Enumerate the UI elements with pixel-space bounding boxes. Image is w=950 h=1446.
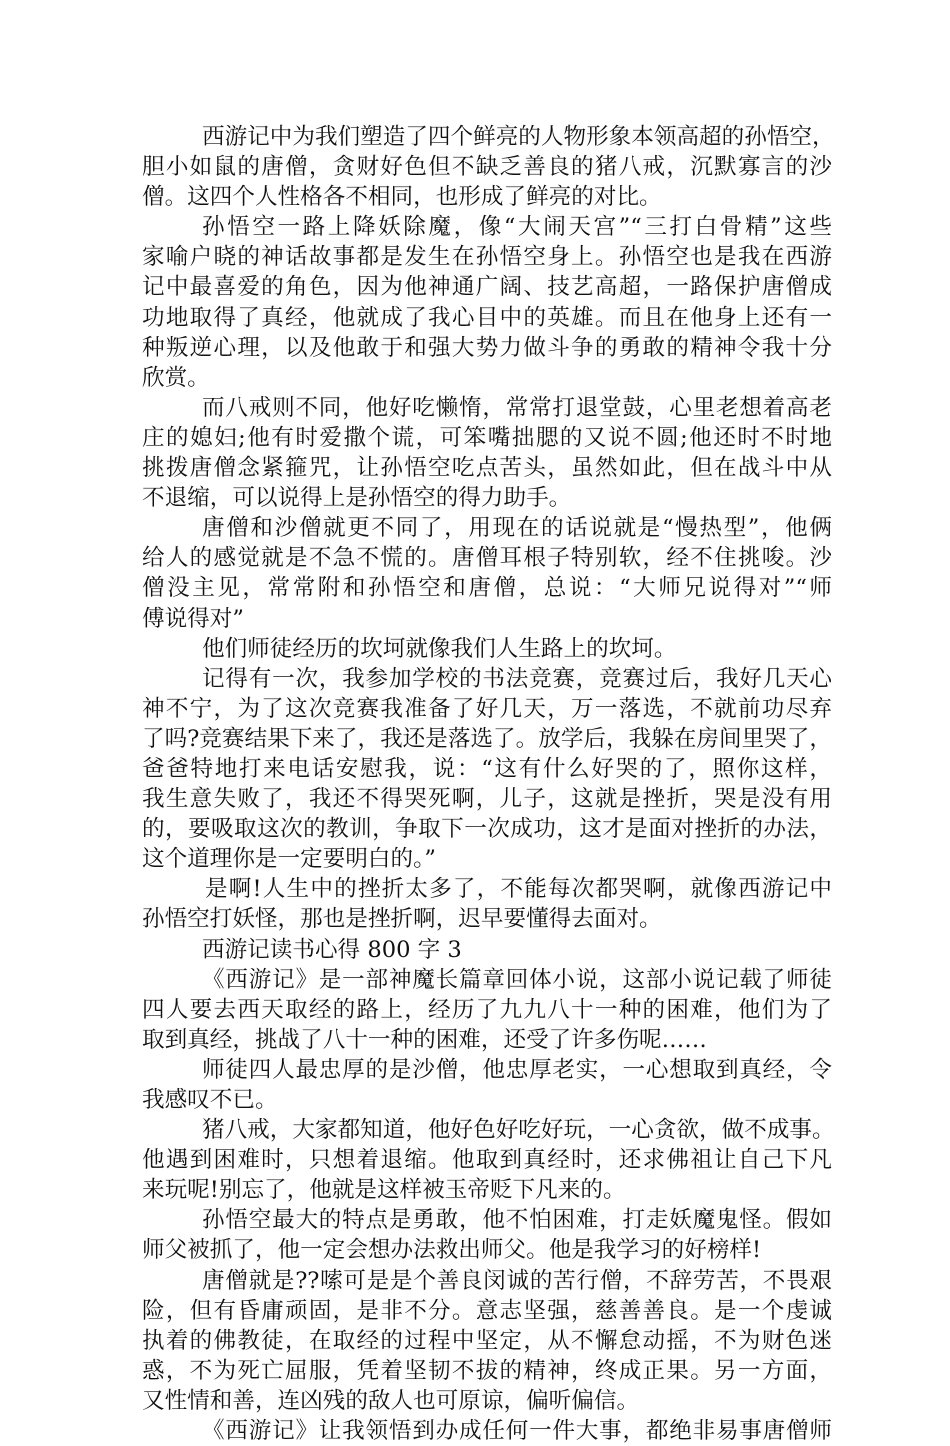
text-line: 胆小如鼠的唐僧，贪财好色但不缺乏善良的猪八戒，沉默寡言的沙 <box>142 154 832 181</box>
text-line: 西游记中为我们塑造了四个鲜亮的人物形象本领高超的孙悟空， <box>202 124 835 150</box>
text-line: 种叛逆心理，以及他敢于和强大势力做斗争的勇敢的精神令我十分 <box>142 334 832 361</box>
text-line: 庄的媳妇;他有时爱撒个谎，可笨嘴拙腮的又说不圆;他还时不时地 <box>142 424 832 451</box>
text-line: 功地取得了真经，他就成了我心目中的英雄。而且在他身上还有一 <box>142 304 832 331</box>
text-line: 我感叹不已。 <box>142 1087 278 1113</box>
text-line: 欣赏。 <box>142 364 210 391</box>
text-line: 是啊!人生中的挫折太多了，不能每次都哭啊，就像西游记中 <box>205 876 832 903</box>
text-line: 而八戒则不同，他好吃懒惰，常常打退堂鼓，心里老想着高老 <box>202 394 832 421</box>
text-line: 我生意失败了，我还不得哭死啊，儿子，这就是挫折，哭是没有用 <box>142 786 832 813</box>
text-line: 取到真经，挑战了八十一种的困难，还受了许多伤呢…… <box>142 1026 707 1053</box>
text-line: 的，要吸取这次的教训，争取下一次成功，这才是面对挫折的办法， <box>142 816 832 843</box>
text-line: 唐僧和沙僧就更不同了，用现在的话说就是“慢热型”，他俩 <box>202 515 832 542</box>
text-line: 来玩呢!别忘了，他就是这样被玉帝贬下凡来的。 <box>142 1177 626 1204</box>
text-line: 这个道理你是一定要明白的。” <box>142 846 436 873</box>
text-line: 师父被抓了，他一定会想办法救出师父。他是我学习的好榜样! <box>142 1237 762 1264</box>
text-line: 不退缩，可以说得上是孙悟空的得力助手。 <box>142 485 572 512</box>
text-line: 了吗?竞赛结果下来了，我还是落选了。放学后，我躲在房间里哭了， <box>142 725 832 752</box>
document-body <box>142 122 835 1446</box>
text-line: 记中最喜爱的角色，因为他神通广阔、技艺高超，一路保护唐僧成 <box>142 274 832 301</box>
text-line: 僧没主见，常常附和孙悟空和唐僧，总说：“大师兄说得对”“师 <box>142 575 832 602</box>
text-line: 猪八戒，大家都知道，他好色好吃好玩，一心贪欲，做不成事。 <box>202 1117 835 1144</box>
text-line: 西游记读书心得 800 字 3 <box>202 936 462 963</box>
text-line: 又性情和善，连凶残的敌人也可原谅，偏听偏信。 <box>142 1387 640 1414</box>
text-line: 爸爸特地打来电话安慰我，说：“这有什么好哭的了，照你这样， <box>142 755 832 782</box>
text-line: 惑，不为死亡屈服，凭着坚韧不拔的精神，终成正果。另一方面， <box>142 1357 832 1384</box>
text-line: 他遇到困难时，只想着退缩。他取到真经时，还求佛祖让自己下凡 <box>142 1147 832 1174</box>
text-line: 执着的佛教徒，在取经的过程中坚定，从不懈怠动摇，不为财色迷 <box>142 1327 832 1354</box>
text-line: 险，但有昏庸顽固，是非不分。意志坚强，慈善善良。是一个虔诚 <box>142 1297 832 1324</box>
text-line: 《西游记》让我领悟到办成任何一件大事，都绝非易事唐僧师 <box>202 1418 832 1445</box>
text-line: 他们师徒经历的坎坷就像我们人生路上的坎坷。 <box>202 635 677 662</box>
text-line: 四人要去西天取经的路上，经历了九九八十一种的困难，他们为了 <box>142 996 832 1023</box>
text-line: 给人的感觉就是不急不慌的。唐僧耳根子特别软，经不住挑唆。沙 <box>142 545 832 572</box>
text-line: 孙悟空一路上降妖除魔，像“大闹天宫”“三打白骨精”这些 <box>202 214 832 241</box>
text-line: 孙悟空最大的特点是勇敢，他不怕困难，打走妖魔鬼怪。假如 <box>202 1207 832 1234</box>
text-line: 《西游记》是一部神魔长篇章回体小说，这部小说记载了师徒 <box>202 966 832 993</box>
text-line: 孙悟空打妖怪，那也是挫折啊，迟早要懂得去面对。 <box>142 906 662 933</box>
text-line: 僧。这四个人性格各不相同，也形成了鲜亮的对比。 <box>142 184 662 211</box>
text-line: 记得有一次，我参加学校的书法竞赛，竞赛过后，我好几天心 <box>202 665 832 692</box>
text-line: 师徒四人最忠厚的是沙僧，他忠厚老实，一心想取到真经，令 <box>202 1056 832 1083</box>
text-line: 唐僧就是??嗦可是是个善良闵诚的苦行僧，不辞劳苦，不畏艰 <box>202 1267 832 1294</box>
text-line: 挑拨唐僧念紧箍咒，让孙悟空吃点苦头，虽然如此，但在战斗中从 <box>142 455 832 482</box>
text-line: 家喻户晓的神话故事都是发生在孙悟空身上。孙悟空也是我在西游 <box>142 244 832 271</box>
text-line: 傅说得对” <box>142 605 244 632</box>
text-line: 神不宁，为了这次竞赛我准备了好几天，万一落选，不就前功尽弃 <box>142 695 832 722</box>
